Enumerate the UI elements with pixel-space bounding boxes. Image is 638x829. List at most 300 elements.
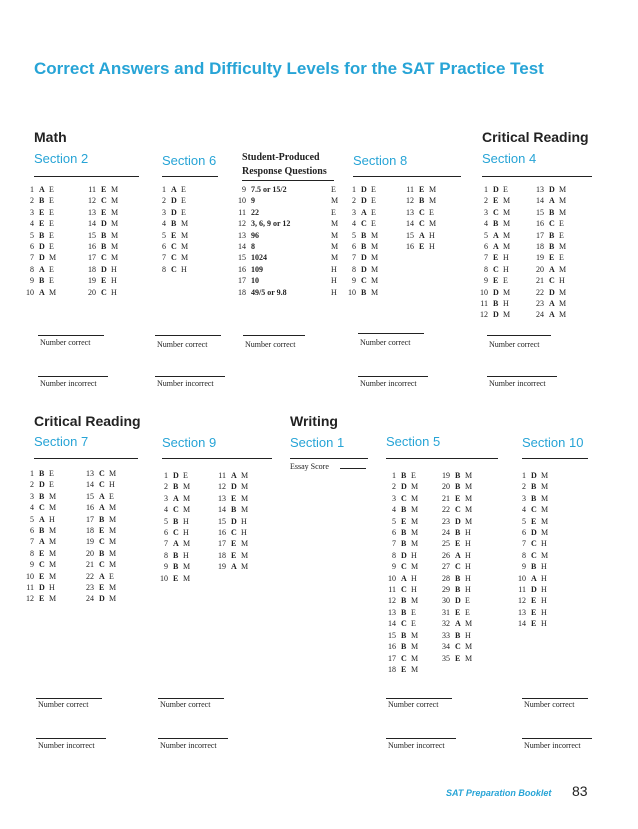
question-number: 7 bbox=[162, 253, 166, 263]
question-number: 21 bbox=[536, 276, 544, 286]
section-2-list-b bbox=[80, 184, 123, 298]
difficulty-level: E bbox=[49, 469, 54, 478]
question-number: 19 bbox=[88, 276, 96, 286]
answer-row bbox=[80, 207, 123, 218]
correct-answer: A bbox=[39, 537, 45, 547]
question-number: 6 bbox=[30, 526, 34, 536]
correct-answer: D bbox=[361, 185, 367, 194]
difficulty-level: M bbox=[109, 560, 117, 570]
question-number: 2 bbox=[30, 480, 34, 490]
correct-answer: E bbox=[401, 664, 407, 674]
question-number: 2 bbox=[30, 196, 34, 206]
question-number: 11 bbox=[406, 185, 414, 194]
difficulty-level: H bbox=[111, 276, 117, 286]
question-number: 4 bbox=[522, 505, 526, 515]
section-2-rule bbox=[34, 176, 139, 177]
correct-answer: D bbox=[39, 583, 45, 593]
answer-row bbox=[380, 504, 423, 515]
answer-row bbox=[472, 309, 515, 320]
difficulty-level: E bbox=[503, 276, 508, 286]
correct-answer: B bbox=[173, 516, 179, 526]
difficulty-level: H bbox=[465, 573, 471, 583]
s9-incorrect-line[interactable] bbox=[158, 738, 228, 739]
difficulty-level: M bbox=[503, 219, 511, 229]
difficulty-level: E bbox=[181, 196, 186, 206]
correct-answer: A bbox=[39, 185, 45, 194]
correct-answer: C bbox=[39, 503, 45, 513]
question-number: 26 bbox=[442, 550, 450, 560]
correct-answer: C bbox=[419, 207, 425, 217]
difficulty-level: M bbox=[111, 230, 119, 240]
correct-answer: B bbox=[419, 196, 425, 206]
answer-row bbox=[80, 241, 123, 252]
difficulty-level: M bbox=[183, 562, 191, 572]
essay-score-line[interactable] bbox=[340, 468, 366, 469]
difficulty-level: M bbox=[429, 185, 437, 194]
correct-answer: B bbox=[361, 242, 367, 252]
correct-answer: D bbox=[361, 253, 367, 263]
answer-row bbox=[210, 493, 253, 504]
answer-row bbox=[78, 582, 121, 593]
answer-row bbox=[18, 468, 61, 479]
answer-row bbox=[232, 275, 343, 286]
answer-row bbox=[510, 527, 553, 538]
question-number: 18 bbox=[86, 526, 94, 536]
difficulty-level: M bbox=[559, 196, 567, 206]
correct-answer: E bbox=[101, 276, 107, 286]
difficulty-level: M bbox=[503, 310, 511, 320]
correct-answer: D bbox=[549, 185, 555, 194]
s2-incorrect-label: Number incorrect bbox=[40, 379, 97, 388]
section-6-list bbox=[150, 184, 193, 275]
question-number: 15 bbox=[238, 253, 246, 263]
correct-answer: B bbox=[171, 219, 177, 229]
question-number: 7 bbox=[30, 537, 34, 547]
correct-answer: C bbox=[101, 253, 107, 263]
question-number: 20 bbox=[536, 264, 544, 274]
answer-row bbox=[150, 218, 193, 229]
answer-row bbox=[210, 504, 253, 515]
answer-row bbox=[434, 493, 477, 504]
answer-row bbox=[150, 230, 193, 241]
difficulty-level: M bbox=[49, 571, 57, 581]
difficulty-level: H bbox=[559, 276, 565, 286]
answer-row bbox=[18, 252, 61, 263]
difficulty-level: M bbox=[49, 560, 57, 570]
correct-answer: E bbox=[39, 219, 45, 229]
question-number: 15 bbox=[406, 230, 414, 240]
answer-row bbox=[80, 252, 123, 263]
difficulty-level: M bbox=[241, 471, 249, 480]
answer-row bbox=[78, 536, 121, 547]
correct-answer: E bbox=[401, 516, 407, 526]
question-number: 1 bbox=[484, 185, 488, 194]
question-number: 10 bbox=[238, 196, 246, 206]
answer-row bbox=[18, 241, 61, 252]
answer-row bbox=[510, 493, 553, 504]
answer-row bbox=[150, 264, 193, 275]
correct-answer: B bbox=[173, 550, 179, 560]
answer-row bbox=[152, 481, 195, 492]
difficulty-level: E bbox=[503, 185, 508, 194]
difficulty-level: M bbox=[411, 493, 419, 503]
difficulty-level: E bbox=[371, 207, 376, 217]
section-9-rule bbox=[162, 458, 272, 459]
difficulty-level: E bbox=[465, 596, 470, 606]
difficulty-level: M bbox=[411, 596, 419, 606]
answer-row bbox=[472, 287, 515, 298]
question-number: 5 bbox=[484, 230, 488, 240]
question-number: 11 bbox=[88, 185, 96, 194]
answer-row bbox=[434, 641, 477, 652]
answer-row bbox=[78, 548, 121, 559]
answer-row bbox=[210, 538, 253, 549]
student-produced-heading: Student-Produced Response Questions bbox=[242, 152, 327, 177]
question-number: 7 bbox=[164, 539, 168, 549]
correct-answer: C bbox=[493, 264, 499, 274]
answer-row bbox=[232, 184, 343, 195]
difficulty-level: E bbox=[559, 219, 564, 229]
correct-answer: C bbox=[231, 528, 237, 538]
answer-row bbox=[232, 230, 343, 241]
correct-answer: 1024 bbox=[251, 253, 267, 263]
difficulty-level: H bbox=[111, 264, 117, 274]
difficulty-level: M bbox=[541, 505, 549, 515]
s4-incorrect-line[interactable] bbox=[487, 376, 557, 377]
correct-answer: E bbox=[231, 550, 237, 560]
answer-row bbox=[80, 264, 123, 275]
question-number: 16 bbox=[88, 242, 96, 252]
difficulty-level: H bbox=[241, 528, 247, 538]
correct-answer: C bbox=[549, 276, 555, 286]
s4-correct-line[interactable] bbox=[487, 335, 551, 336]
difficulty-level: H bbox=[411, 585, 417, 595]
difficulty-level: M bbox=[241, 539, 249, 549]
difficulty-level: E bbox=[429, 207, 434, 217]
correct-answer: B bbox=[531, 562, 537, 572]
s10-correct-line[interactable] bbox=[522, 698, 588, 699]
question-number: 6 bbox=[164, 528, 168, 538]
question-number: 21 bbox=[86, 560, 94, 570]
difficulty-level: H bbox=[49, 514, 55, 524]
s9-incorrect-label: Number incorrect bbox=[160, 741, 217, 750]
question-number: 15 bbox=[88, 230, 96, 240]
difficulty-level: M bbox=[111, 253, 119, 263]
correct-answer: D bbox=[231, 482, 237, 492]
answer-row bbox=[510, 481, 553, 492]
s8-correct-line[interactable] bbox=[358, 333, 424, 334]
answer-row bbox=[152, 504, 195, 515]
difficulty-level: M bbox=[541, 471, 549, 480]
correct-answer: D bbox=[455, 516, 461, 526]
answer-row bbox=[78, 571, 121, 582]
difficulty-level: M bbox=[371, 253, 379, 263]
difficulty-level: H bbox=[183, 528, 189, 538]
question-number: 25 bbox=[442, 539, 450, 549]
answer-row bbox=[380, 493, 423, 504]
correct-answer: C bbox=[531, 550, 537, 560]
correct-answer: B bbox=[549, 242, 555, 252]
correct-answer: C bbox=[401, 619, 407, 629]
correct-answer: B bbox=[231, 505, 237, 515]
answer-row bbox=[210, 527, 253, 538]
group-critical-reading-bottom: Critical Reading bbox=[34, 413, 141, 429]
answer-row bbox=[80, 184, 123, 195]
correct-answer: C bbox=[99, 560, 105, 570]
answer-row bbox=[80, 230, 123, 241]
group-math: Math bbox=[34, 129, 67, 145]
correct-answer: A bbox=[549, 299, 555, 309]
correct-answer: C bbox=[455, 562, 461, 572]
answer-row bbox=[340, 218, 383, 229]
difficulty-level: H bbox=[183, 550, 189, 560]
difficulty-level: M bbox=[559, 242, 567, 252]
s6-correct-line[interactable] bbox=[155, 335, 221, 336]
group-writing: Writing bbox=[290, 413, 338, 429]
answer-row bbox=[434, 573, 477, 584]
answer-row bbox=[510, 618, 553, 629]
correct-answer: E bbox=[549, 253, 555, 263]
question-number: 13 bbox=[238, 230, 246, 240]
correct-answer: C bbox=[39, 560, 45, 570]
difficulty-level: M bbox=[465, 642, 473, 652]
answer-row bbox=[210, 470, 253, 481]
answer-row bbox=[232, 241, 343, 252]
correct-answer: B bbox=[361, 287, 367, 297]
correct-answer: D bbox=[361, 264, 367, 274]
answer-row bbox=[434, 527, 477, 538]
answer-row bbox=[78, 491, 121, 502]
question-number: 2 bbox=[162, 196, 166, 206]
answer-row bbox=[150, 252, 193, 263]
answer-row bbox=[510, 550, 553, 561]
answer-row bbox=[528, 195, 571, 206]
question-number: 15 bbox=[536, 207, 544, 217]
difficulty-level: M bbox=[411, 528, 419, 538]
answer-row bbox=[78, 468, 121, 479]
question-number: 2 bbox=[164, 482, 168, 492]
answer-row bbox=[380, 470, 423, 481]
question-number: 11 bbox=[518, 585, 526, 595]
s5-incorrect-line[interactable] bbox=[386, 738, 456, 739]
s9-correct-line[interactable] bbox=[158, 698, 224, 699]
group-critical-reading-top: Critical Reading bbox=[482, 129, 589, 145]
question-number: 1 bbox=[164, 471, 168, 480]
question-number: 13 bbox=[536, 185, 544, 194]
question-number: 14 bbox=[518, 619, 526, 629]
correct-answer: C bbox=[361, 219, 367, 229]
s7-correct-line[interactable] bbox=[36, 698, 102, 699]
correct-answer: C bbox=[101, 196, 107, 206]
correct-answer: D bbox=[493, 287, 499, 297]
answer-row bbox=[472, 195, 515, 206]
section-4-list-a bbox=[472, 184, 515, 321]
question-number: 2 bbox=[352, 196, 356, 206]
question-number: 14 bbox=[388, 619, 396, 629]
question-number: 5 bbox=[164, 516, 168, 526]
s5-correct-line[interactable] bbox=[386, 698, 452, 699]
difficulty-level: M bbox=[559, 287, 567, 297]
question-number: 1 bbox=[522, 471, 526, 480]
answer-row bbox=[434, 607, 477, 618]
answer-row bbox=[510, 538, 553, 549]
s10-incorrect-line[interactable] bbox=[522, 738, 592, 739]
spr-rule bbox=[242, 180, 334, 181]
correct-answer: E bbox=[173, 573, 179, 583]
question-number: 7 bbox=[30, 253, 34, 263]
question-number: 14 bbox=[238, 242, 246, 252]
question-number: 8 bbox=[484, 264, 488, 274]
question-number: 11 bbox=[238, 207, 246, 217]
question-number: 17 bbox=[238, 276, 246, 286]
s5-correct-label: Number correct bbox=[388, 700, 439, 709]
answer-row bbox=[210, 481, 253, 492]
correct-answer: A bbox=[99, 503, 105, 513]
s8-incorrect-line[interactable] bbox=[358, 376, 428, 377]
answer-row bbox=[340, 264, 383, 275]
section-6-rule bbox=[162, 176, 218, 177]
difficulty-level: M bbox=[331, 253, 339, 263]
question-number: 19 bbox=[442, 471, 450, 480]
difficulty-level: M bbox=[559, 185, 567, 194]
question-number: 12 bbox=[238, 219, 246, 229]
question-number: 7 bbox=[522, 539, 526, 549]
question-number: 5 bbox=[392, 516, 396, 526]
question-number: 5 bbox=[352, 230, 356, 240]
difficulty-level: M bbox=[183, 493, 191, 503]
s2-incorrect-line[interactable] bbox=[38, 376, 108, 377]
correct-answer: B bbox=[401, 630, 407, 640]
answer-row bbox=[152, 538, 195, 549]
difficulty-level: H bbox=[541, 562, 547, 572]
answer-row bbox=[340, 195, 383, 206]
answer-row bbox=[528, 230, 571, 241]
answer-row bbox=[380, 595, 423, 606]
difficulty-level: H bbox=[429, 230, 435, 240]
correct-answer: B bbox=[101, 230, 107, 240]
answer-row bbox=[152, 493, 195, 504]
question-number: 6 bbox=[484, 242, 488, 252]
question-number: 35 bbox=[442, 653, 450, 663]
question-number: 7 bbox=[392, 539, 396, 549]
correct-answer: C bbox=[401, 493, 407, 503]
s5-incorrect-label: Number incorrect bbox=[388, 741, 445, 750]
correct-answer: A bbox=[39, 287, 45, 297]
correct-answer: E bbox=[39, 594, 45, 604]
correct-answer: B bbox=[401, 528, 407, 538]
section-8-heading: Section 8 bbox=[353, 153, 408, 168]
section-10-rule bbox=[522, 458, 588, 459]
answer-row bbox=[18, 479, 61, 490]
spr-correct-line[interactable] bbox=[243, 335, 305, 336]
s9-correct-label: Number correct bbox=[160, 700, 211, 709]
answer-row bbox=[472, 184, 515, 195]
correct-answer: D bbox=[231, 516, 237, 526]
answer-row bbox=[18, 502, 61, 513]
question-number: 6 bbox=[30, 242, 34, 252]
s7-incorrect-line[interactable] bbox=[36, 738, 106, 739]
difficulty-level: M bbox=[181, 230, 189, 240]
answer-row bbox=[398, 207, 441, 218]
difficulty-level: M bbox=[541, 550, 549, 560]
difficulty-level: M bbox=[241, 550, 249, 560]
correct-answer: B bbox=[455, 630, 461, 640]
question-number: 10 bbox=[348, 287, 356, 297]
answer-row bbox=[380, 561, 423, 572]
difficulty-level: M bbox=[465, 505, 473, 515]
answer-row bbox=[340, 252, 383, 263]
correct-answer: D bbox=[39, 242, 45, 252]
question-number: 27 bbox=[442, 562, 450, 572]
s2-correct-line[interactable] bbox=[38, 335, 104, 336]
difficulty-level: M bbox=[371, 242, 379, 252]
difficulty-level: E bbox=[183, 471, 188, 480]
section-2-list-a bbox=[18, 184, 61, 298]
correct-answer: E bbox=[419, 185, 425, 194]
difficulty-level: M bbox=[503, 207, 511, 217]
correct-answer: C bbox=[361, 276, 367, 286]
difficulty-level: M bbox=[183, 505, 191, 515]
question-number: 18 bbox=[88, 264, 96, 274]
difficulty-level: M bbox=[331, 242, 339, 252]
difficulty-level: H bbox=[465, 562, 471, 572]
difficulty-level: H bbox=[411, 573, 417, 583]
correct-answer: B bbox=[39, 276, 45, 286]
section-8-list-b bbox=[398, 184, 441, 252]
question-number: 6 bbox=[392, 528, 396, 538]
correct-answer: B bbox=[549, 207, 555, 217]
answer-row bbox=[510, 573, 553, 584]
answer-row bbox=[472, 264, 515, 275]
correct-answer: E bbox=[171, 230, 177, 240]
difficulty-level: M bbox=[49, 548, 57, 558]
section-5-rule bbox=[386, 458, 498, 459]
correct-answer: B bbox=[401, 539, 407, 549]
s6-incorrect-line[interactable] bbox=[155, 376, 225, 377]
question-number: 24 bbox=[442, 528, 450, 538]
question-number: 8 bbox=[30, 264, 34, 274]
correct-answer: B bbox=[173, 562, 179, 572]
correct-answer: E bbox=[493, 253, 499, 263]
difficulty-level: M bbox=[109, 594, 117, 604]
answer-row bbox=[78, 502, 121, 513]
correct-answer: A bbox=[173, 539, 179, 549]
question-number: 21 bbox=[442, 493, 450, 503]
answer-row bbox=[398, 218, 441, 229]
question-number: 16 bbox=[388, 642, 396, 652]
question-number: 13 bbox=[218, 493, 226, 503]
question-number: 29 bbox=[442, 585, 450, 595]
difficulty-level: M bbox=[49, 537, 57, 547]
s6-correct-label: Number correct bbox=[157, 340, 208, 349]
answer-row bbox=[18, 571, 61, 582]
difficulty-level: E bbox=[109, 491, 114, 501]
correct-answer: D bbox=[361, 196, 367, 206]
answer-row bbox=[380, 653, 423, 664]
answer-row bbox=[528, 264, 571, 275]
question-number: 12 bbox=[518, 596, 526, 606]
s4-correct-label: Number correct bbox=[489, 340, 540, 349]
question-number: 3 bbox=[162, 207, 166, 217]
difficulty-level: M bbox=[411, 630, 419, 640]
answer-row bbox=[18, 559, 61, 570]
correct-answer: B bbox=[39, 196, 45, 206]
correct-answer: E bbox=[231, 493, 237, 503]
answer-row bbox=[510, 470, 553, 481]
answer-row bbox=[18, 514, 61, 525]
difficulty-level: H bbox=[503, 299, 509, 309]
correct-answer: E bbox=[101, 207, 107, 217]
